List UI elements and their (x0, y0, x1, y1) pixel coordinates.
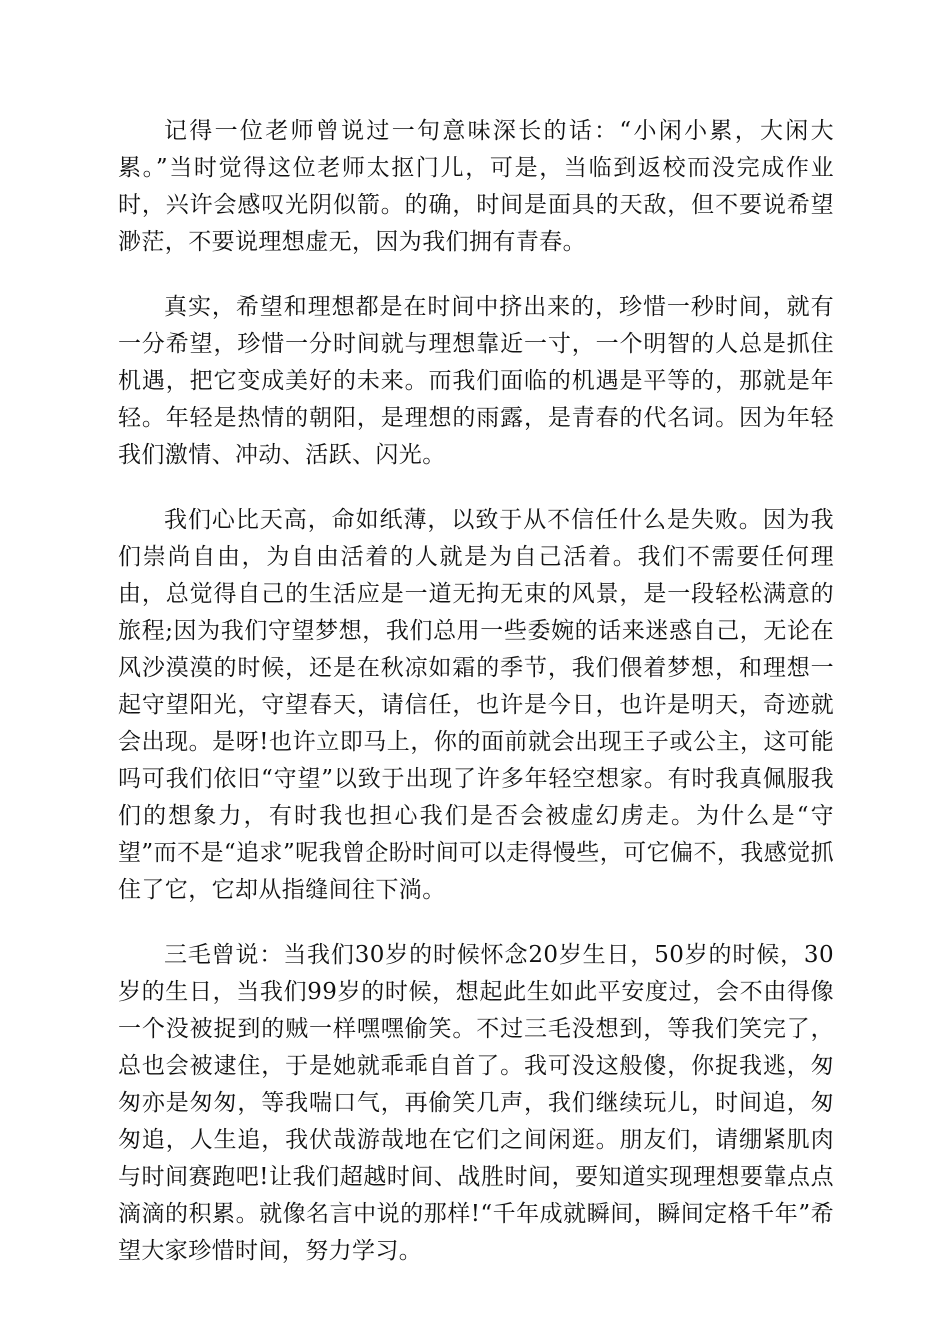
paragraph-2: 真实，希望和理想都是在时间中挤出来的，珍惜一秒时间，就有一分希望，珍惜一分时间就与理想靠近一寸，一个明智的人总是抓住机遇，把它变成美好的未来。而我们面临的机遇是平等的，那就是年轻。年轻是热情的朝阳，是理想的雨露，是青春的代名词。因为年轻我们激情、冲动、活跃、闪光。 (118, 294, 834, 468)
paragraph-3: 我们心比天高，命如纸薄，以致于从不信任什么是失败。因为我们崇尚自由，为自由活着的人就是为自己活着。我们不需要任何理由，总觉得自己的生活应是一道无拘无束的风景，是一段轻松满意的旅程;因为我们守望梦想，我们总用一些委婉的话来迷惑自己，无论在风沙漠漠的时候，还是在秋凉如霜的季节，我们偎着梦想，和理想一起守望阳光，守望春天，请信任，也许是今日，也许是明天，奇迹就会出现。是呀!也许立即马上，你的面前就会出现王子或公主，这可能吗可我们依旧“守望”以致于出现了许多年轻空想家。有时我真佩服我们的想象力，有时我也担心我们是否会被虚幻虏走。为什么是“守望”而不是“追求”呢我曾企盼时间可以走得慢些，可它偏不，我感觉抓住了它，它却从指缝间往下淌。 (118, 507, 834, 903)
document-body (118, 113, 834, 1298)
paragraph-4: 三毛曾说：当我们30岁的时候怀念20岁生日，50岁的时候，30岁的生日，当我们99岁的时候，想起此生如此平安度过，会不由得像一个没被捉到的贼一样嘿嘿偷笑。不过三毛没想到，等我们笑完了，总也会被逮住，于是她就乖乖自首了。我可没这般傻，你捉我逃，匆匆亦是匆匆，等我喘口气，再偷笑几声，我们继续玩儿，时间追，匆匆追，人生追，我伏哉游哉地在它们之间闲逛。朋友们，请绷紧肌肉与时间赛跑吧!让我们超越时间、战胜时间，要知道实现理想要靠点点滴滴的积累。就像名言中说的那样!“千年成就瞬间，瞬间定格千年”希望大家珍惜时间，努力学习。 (118, 942, 834, 1264)
paragraph-1: 记得一位老师曾说过一句意味深长的话：“小闲小累，大闲大累。”当时觉得这位老师太抠门儿，可是，当临到返校而没完成作业时，兴许会感叹光阴似箭。的确，时间是面具的天敌，但不要说希望渺茫，不要说理想虚无，因为我们拥有青春。 (118, 118, 834, 255)
